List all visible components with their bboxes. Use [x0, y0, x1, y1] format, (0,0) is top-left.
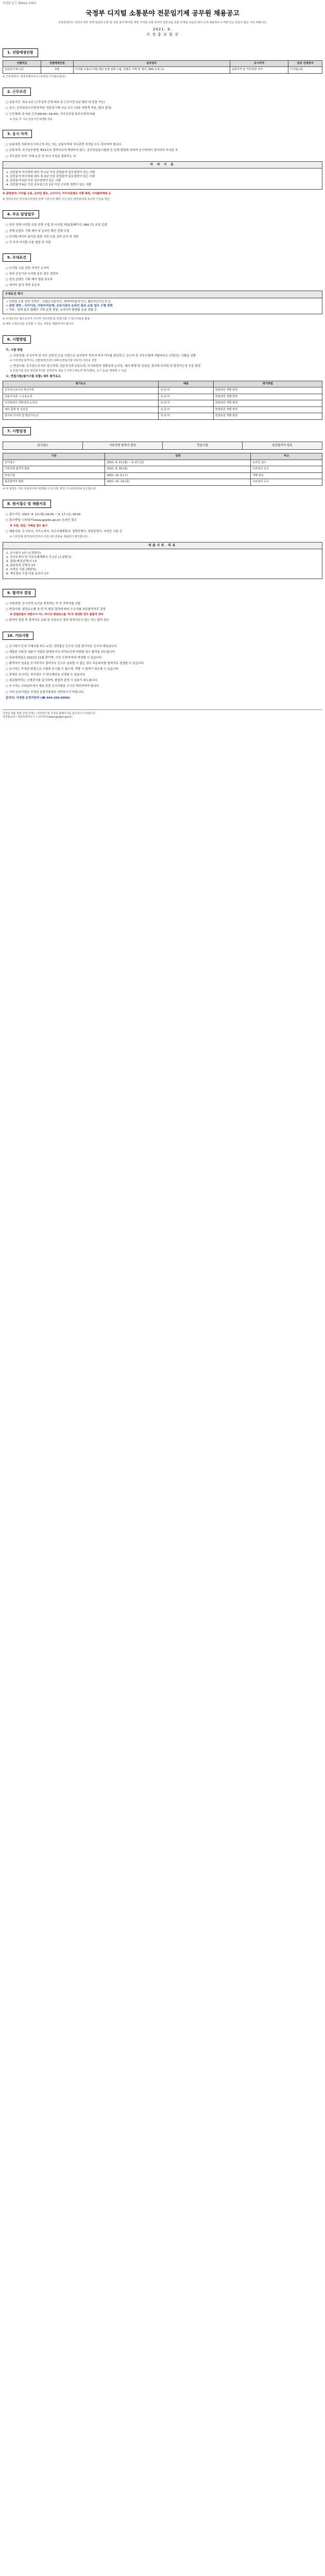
list-item: ○ 데이터 분석 역량 보유자: [6, 284, 40, 287]
table-header: 응시자격: [230, 60, 288, 67]
list-item: ○ 공통자격: 국가공무원법 제33조의 결격사유에 해당하지 않고, 공무원임용시험령 등 관계 법령에 의하여 응시자격이 정지되지 아니한 자: [6, 149, 178, 152]
list-item: ○ 기타 문의사항은 국정원 운영지원과로 연락하시기 바랍니다.: [6, 690, 84, 694]
footer-note: 국정원 채용 관련 상세 안내는 나라일터 및 국정원 홈페이지를 참고하시기 바랍니다.: [3, 711, 96, 715]
section-title: 5. 우대요건: [3, 253, 31, 262]
table-cell: 면접위원 개별 평정: [213, 400, 322, 407]
table-cell: 원서접수: [3, 460, 105, 466]
list-item: ○ 임용예정 직위에 응시하고자 하는 자는 공통자격과 직무관련 자격을 모두 갖추어야 합니다.: [6, 143, 123, 147]
list-item: 1. 관련분야 석사학위 취득 후 1년 이상 관련분야 실무경력이 있는 사람: [6, 171, 95, 174]
list-item: ○ 제출서류: 응시원서, 자기소개서, 직무수행계획서, 경력증명서, 학위증명서, 자격증 사본 등: [6, 530, 123, 534]
list-item: ○ 직무관련 자격: 아래 요건 중 하나 이상을 충족하는 자: [6, 155, 76, 158]
table-row: [3, 460, 322, 466]
table-cell: 공무원으로서의 정신자세: [3, 387, 159, 394]
list-item: ○ 임용예정일은 2021년 11월 중이며, 기관 사정에 따라 변경될 수 있습니다.: [6, 656, 103, 659]
box-title: 제출서류 목록: [3, 543, 322, 549]
table-cell: 전문임기제 나급: [3, 67, 41, 74]
footer-text: 국정홍보원 | 세종특별자치시 | 나라일터(www.gojobs.go.kr): [3, 716, 73, 719]
flow-step: 최종합격자 발표: [243, 442, 322, 450]
table-header: 선발직급: [3, 60, 41, 67]
table-cell: 전문지식과 그 응용능력: [3, 394, 159, 400]
table-header: 평가방법: [213, 381, 322, 387]
note: ※ 해당 우대요건을 증빙할 수 있는 서류를 제출하여야 합니다: [3, 323, 74, 326]
list-item: ○ 서류전형: 응시자격 요건을 충족하는 자 중 적격자를 선발: [6, 602, 81, 605]
table-header: 일정: [105, 453, 251, 460]
list-item: 4. 관련분야 6급 이상 공무원으로 2년 이상 근무한 경력이 있는 사람: [6, 183, 92, 187]
subsection-title: 가. 시험 방법: [6, 349, 23, 352]
list-item: ○ 합격자가 임용을 포기하거나 결격사유 등으로 임용할 수 없는 경우 차순위자를 합격자로 결정할 수 있습니다.: [6, 662, 145, 665]
table-cell: 1명: [41, 67, 73, 74]
table-header: 구분: [3, 453, 105, 460]
table-cell: 2021. 10. 6.(수): [105, 472, 251, 479]
section-title: 9. 합격자 결정: [3, 589, 36, 597]
organization: 국 정 홍 보 원 장: [146, 32, 179, 37]
note: ※ 경력요건은 원서접수마감일 현재 기준이며 해당 기간 동안 관련분야에 종사한 기간을 합산: [3, 197, 110, 201]
list-item: ○ 장애인 응시자는 원서접수 시 편의제공을 신청할 수 있습니다.: [6, 673, 86, 677]
table-row: [3, 479, 322, 486]
table-row: [3, 466, 322, 473]
summary: 국정원에서는 국민의 정부 정책 알림과 소통 및 국민 참여 확대를 위한 디지털 소통 분야의 전문성을 갖춘 인재를 다음과 같이 공개 채용하오니 역량 있는 분들의 많은 지원 바랍니다.: [58, 21, 267, 24]
list-item: ○ 응시원서 등의 기재사항 착오·누락, 연락불능 등으로 인한 불이익은 응시자 책임입니다.: [6, 645, 118, 648]
note: ※ 관련분야: 디지털 소통, 온라인 홍보, 뉴미디어, 미디어콘텐츠 기획·제작, 디지털마케팅 등: [3, 192, 111, 196]
document-ref: 국정원 공고 제2021-176호: [3, 2, 37, 5]
section-title: 10. 기타사항: [3, 632, 33, 640]
evaluation-table: [3, 381, 322, 420]
schedule-table: [3, 453, 322, 486]
page-title: 국정부 디지털 소통분야 전문임기제 공무원 채용공고: [85, 9, 240, 18]
process-flow: [3, 442, 322, 450]
table-header: 담당업무: [73, 60, 230, 67]
table-cell: 2021. 10. 14.(목): [105, 479, 251, 486]
list-item: ○ 정부 정책 디지털 소통 전략 수립 및 디지털 채널(홈페이지, SNS 등) 운영 총괄: [6, 224, 107, 227]
table-row: [3, 400, 322, 407]
table-cell: 창의력·의지력 및 발전가능성: [3, 413, 159, 420]
section-title: 8. 원서접수 및 제출서류: [3, 500, 51, 508]
table-cell: 면접시험: [3, 472, 105, 479]
list-item: ○ 합격자 결정 후 결격사유 조회 및 신원조사 결과 결격사유가 있는 자는 합격 취소: [6, 619, 109, 622]
note: ※ 근무예정지: 세종특별자치시 (국정원 디지털소통실): [3, 75, 65, 78]
list-item: ○ 접수방법: 나라일터(www.gojobs.go.kr) 온라인 접수: [6, 519, 77, 522]
list-item: ○ 제출된 서류의 내용이 허위로 판명되거나 자격요건에 미달할 경우 합격을 취소합니다.: [6, 650, 116, 654]
note: ※ 서류전형 합격자는 선발예정인원의 3배수(면접시험 대상자) 내외로 선발: [10, 359, 97, 363]
section-title: 7. 시험일정: [3, 427, 31, 435]
box-title: 우대요건 예시: [3, 291, 322, 298]
table-cell: 상·중·하: [159, 406, 213, 413]
table-row: [3, 387, 322, 394]
section-title: 6. 시험방법: [3, 335, 31, 344]
table-cell: 면접위원 개별 평정: [213, 406, 322, 413]
date: 2021. 9.: [153, 27, 172, 32]
table-cell: 상·중·하: [159, 400, 213, 407]
list-item: ○ 면접시험: 공무원으로서의 정신자세, 전문지식과 응용능력, 의사표현의 정확성과 논리성, 예의·품행 및 성실성, 창의력·의지력 및 발전가능성 등을 평정: [10, 364, 201, 368]
list-item: ○ 각 부처 디지털 소통 협업 및 지원: [6, 241, 51, 244]
table-header: 담당 선정분야: [288, 60, 322, 67]
list-item: 2. 자기소개서 및 직무수행계획서 각 1부 (소정양식): [6, 555, 72, 559]
preference-box: [3, 291, 322, 314]
table-cell: 개별 통보: [251, 472, 322, 479]
list-item: ○ 접수기간: 2021. 9. 13.(월) 09:00 ~ 9. 17.(금) 18:00: [6, 513, 81, 517]
list-item: 5. 자격증 사본 (해당자): [6, 568, 37, 572]
note: ※ 면접시험 결과 최종합격자를 결정하며, 필요시 직무수행능력 평가(발표, 실기 등)를 병행할 수 있음: [10, 369, 127, 372]
table-cell: 디지털 소통(디지털 채널 운영 전략 수립, 콘텐츠 기획 및 제작, SNS 운영 등): [73, 67, 230, 74]
table-cell: 나라일터 공고: [251, 479, 322, 486]
list-item: 6. 개인정보 수집·이용 동의서 1부: [6, 572, 49, 576]
section-title: 1. 선발예정인원: [3, 48, 38, 57]
list-item: 2. 관련분야 학사학위 취득 후 3년 이상 관련분야 실무경력이 있는 사람: [6, 175, 95, 178]
list-item: 1. 응시원서 1부 (소정양식): [6, 551, 41, 555]
table-cell: 서류전형 합격자 발표: [3, 466, 105, 473]
list-item: 3. 경력(재직)증명서 1부: [6, 560, 38, 564]
table-header: 선발예정인원: [41, 60, 73, 67]
list-item: ○ 응시자는 나라일터에서 채용 관련 공지사항을 수시로 확인하여야 합니다.: [6, 685, 100, 688]
subsection-title: 나. 면접시험(필기시험 포함) 세부 평가요소: [6, 375, 61, 379]
table-cell: 2021. 9. 13.(월) ~ 9. 17.(금): [105, 460, 251, 466]
footer: [3, 709, 322, 720]
list-item: ○ 보수: 공무원보수규정에 따른 전문임기제 나급 보수 (연봉 하한액 적용, 협의 결정): [6, 107, 112, 110]
table-row: [3, 472, 322, 479]
table-header: 비고: [251, 453, 322, 460]
table-cell: 상·중·하: [159, 394, 213, 400]
list-item: ○ 정책 콘텐츠 기획·제작 및 온라인 확산 전략 수립: [6, 229, 70, 233]
note: ※ 위 일정은 기관 사정에 따라 변경될 수 있으며, 변경 시 나라일터에 공고합니다.: [3, 487, 97, 490]
table-row: [3, 67, 322, 74]
table-cell: 의사표현의 정확성과 논리성: [3, 400, 159, 407]
list-item: ○ 응시자는 부정한 방법으로 시험에 응시할 수 없으며, 적발 시 합격이 취소될 수 있습니다.: [6, 668, 119, 671]
table-cell: 면접위원 개별 평정: [213, 387, 322, 394]
qualification-box: [3, 161, 322, 190]
flow-step: 면접시험: [163, 442, 243, 450]
note: ※ 서류전형 합격자에 한하여 증빙서류 원본을 제출받아 확인합니다.: [10, 535, 89, 539]
note: ※ 면접위원의 과반수가 어느 하나의 평정요소를 '하'로 평정한 경우 불합격 처리: [10, 613, 104, 616]
list-item: ○ 임용기간: 최초 2년 (근무실적 등에 따라 총 근무기간 5년 범위 내 연장 가능): [6, 101, 105, 105]
recruitment-table: [3, 60, 322, 74]
table-row: [3, 413, 322, 420]
note: ※ 임용 후 시보 임용기간 6개월 적용: [10, 117, 53, 121]
list-item: 3. 관련분야 5년 이상 실무경력이 있는 사람: [6, 179, 61, 183]
table-cell: 예의·품행 및 성실성: [3, 406, 159, 413]
table-cell: 온라인 접수: [251, 460, 322, 466]
list-item: ○ 디지털 소통 관련 자격증 소지자: [6, 267, 49, 270]
flow-step: 서류전형 합격자 발표: [83, 442, 163, 450]
box-title: 자 격 기 준: [3, 162, 322, 168]
list-item: 4. 최종학력 증명서 1부: [6, 564, 36, 568]
table-header: 평가요소: [3, 381, 159, 387]
table-cell: 2021. 9. 28.(화): [105, 466, 251, 473]
list-item: ○ 면접시험: 평정요소별 상·중·하 평정 결과에 따라 우수자를 최종합격자로 결정: [6, 607, 106, 611]
section-title: 4. 주요 담당업무: [3, 210, 39, 218]
list-item: ○ 근무형태: 주 5일 근무(09:00~18:00), 국가공무원 복무규정에 따름: [6, 112, 95, 116]
table-cell: 면접위원 개별 평정: [213, 394, 322, 400]
contact-info: 문의처: 국정원 운영지원과 (☎ 044-203-0000): [6, 696, 71, 700]
note: ※ 우편, 방문, 이메일 접수 불가: [10, 524, 48, 528]
table-cell: 상·중·하: [159, 413, 213, 420]
section-title: 3. 응시 자격: [3, 130, 32, 138]
list-item: • 관련 경력 : 국가기관, 지방자치단체, 공공기관의 온라인 홍보·소통 업무 수행 경력: [6, 304, 113, 308]
list-item: ○ 최종합격자는 신체검사를 실시하며, 불합격 판정 시 임용이 취소됩니다.: [6, 679, 98, 683]
list-item: • 기타 : 정책 홍보 캠페인 기획·운영 경험, 뉴미디어 플랫폼 운영 경험 등: [6, 308, 97, 312]
section-title: 2. 근무조건: [3, 88, 31, 96]
table-cell: 최종합격자 발표: [3, 479, 105, 486]
table-cell: 면접위원 개별 평정: [213, 413, 322, 420]
list-item: ○ 디지털 데이터 분석을 통한 국민 소통 성과 관리 및 개선: [6, 235, 79, 239]
table-cell: 나라일터 공고: [251, 466, 322, 473]
list-item: • 디지털 소통 관련 자격증 : 사회조사분석사, 빅데이터분석기사, 웹디자인기능사 등: [6, 300, 111, 303]
list-item: ○ 영상 콘텐츠 기획·제작 경험 보유자: [6, 278, 53, 282]
table-header: 배점: [159, 381, 213, 387]
list-item: ○ 서류전형: 응시자격 및 직무 관련성 등을 서면으로 심사하여 적격·부적격 여부를 판단하고, 응시자 중 직무수행에 적합하다고 인정되는 사람을 선발: [10, 354, 196, 358]
documents-box: [3, 542, 322, 579]
table-row: [3, 406, 322, 413]
note: ※ 우대요건은 필수요건이 아니며 서류전형 및 면접시험 시 참고자료로 활용: [3, 317, 90, 320]
table-cell: 공통자격 및 직무관련 자격: [230, 67, 288, 74]
table-cell: 상·중·하: [159, 387, 213, 394]
flow-step: 원서접수: [3, 442, 83, 450]
table-row: [3, 394, 322, 400]
table-cell: 디지털소통: [288, 67, 322, 74]
list-item: ○ 정부·공공기관 디지털 홍보 업무 경력자: [6, 273, 59, 276]
